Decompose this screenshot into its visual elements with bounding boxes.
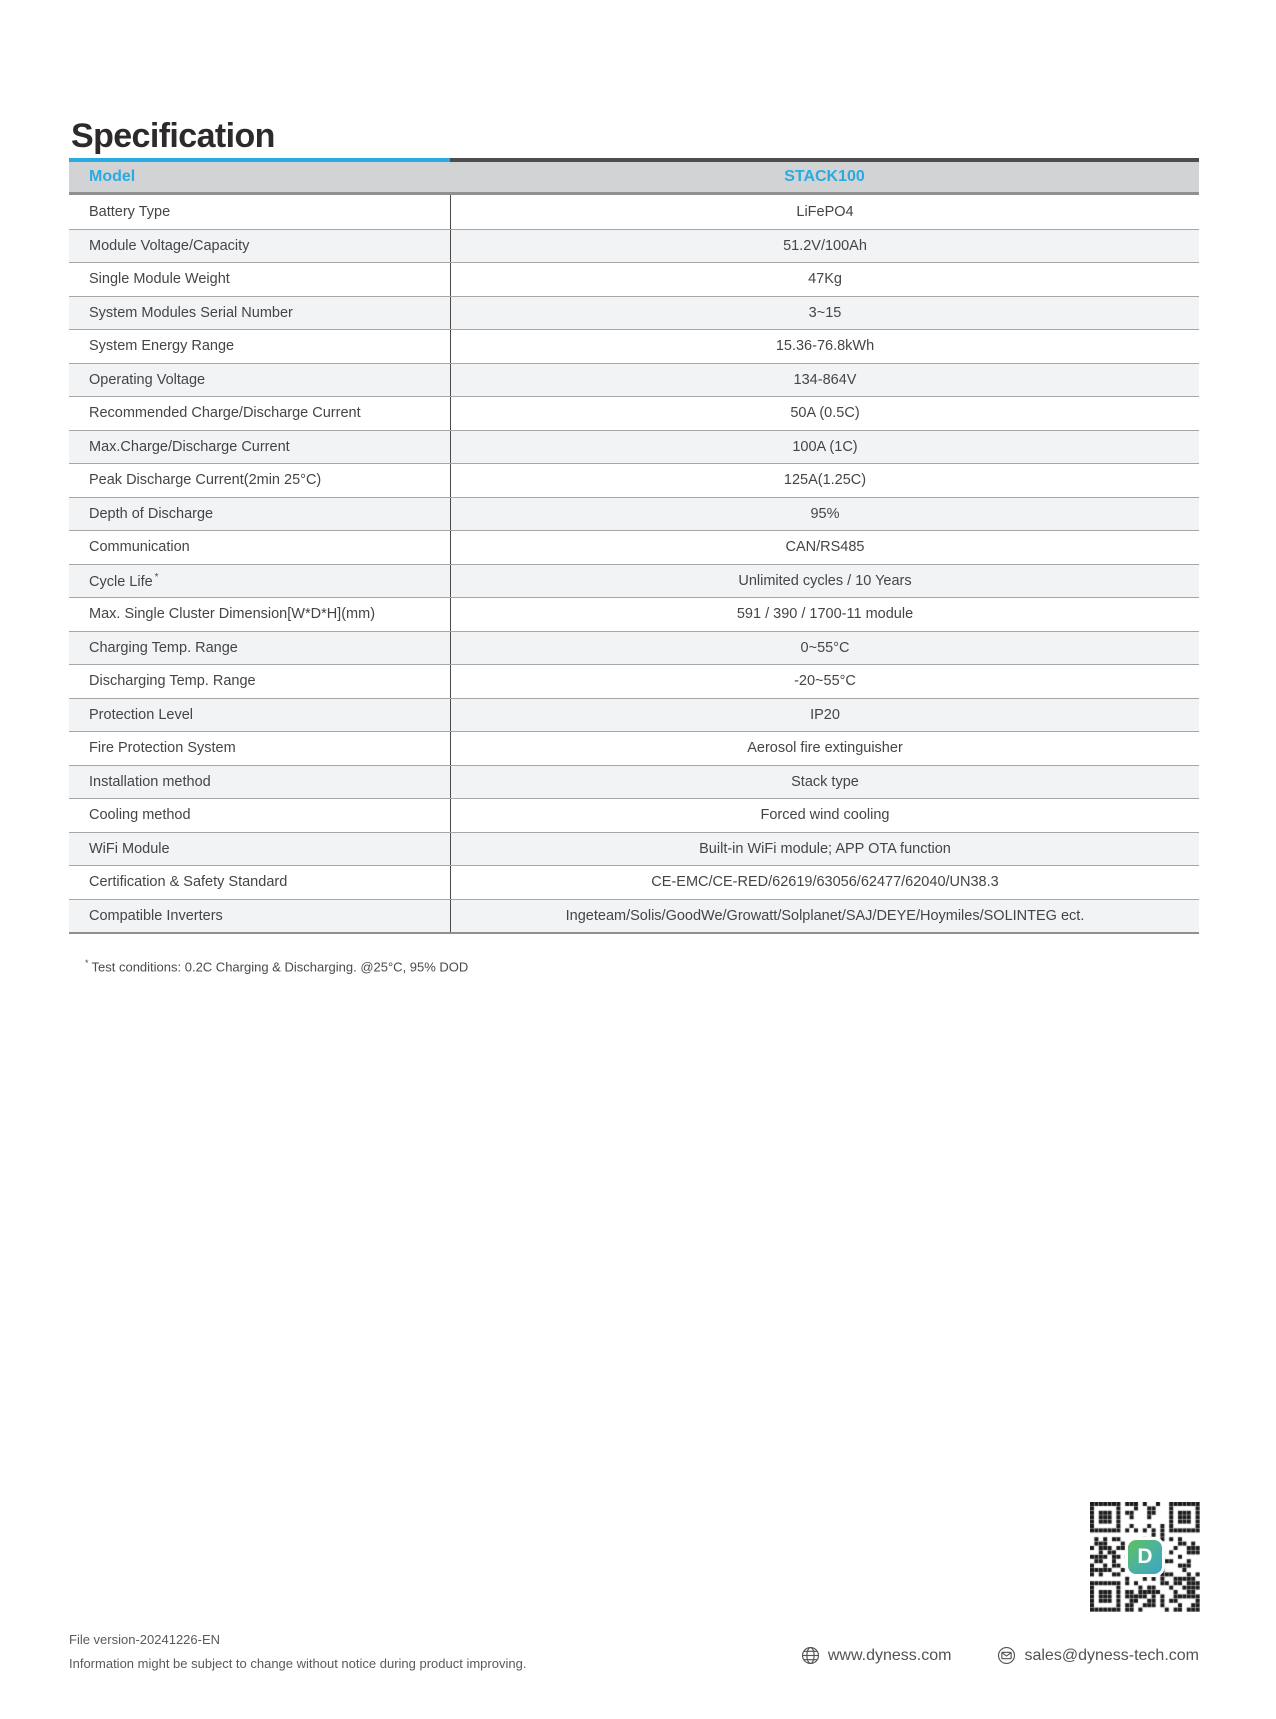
spec-value: CAN/RS485 [450,531,1199,564]
spec-value: Forced wind cooling [450,799,1199,832]
qr-code [1090,1502,1200,1612]
spec-label-text: Operating Voltage [89,371,206,388]
spec-value: 134-864V [450,364,1199,397]
spec-label-text: Recommended Charge/Discharge Current [89,405,361,422]
footer-right [801,1646,1199,1665]
table-top-border [69,158,1199,162]
table-row [69,430,1199,464]
spec-label-text: System Modules Serial Number [89,304,293,321]
spec-value: 125A(1.25C) [450,464,1199,497]
spec-label [69,472,450,488]
spec-label [69,439,450,455]
spec-value: 591 / 390 / 1700-11 module [450,598,1199,631]
table-row [69,664,1199,698]
spec-value: -20~55°C [450,665,1199,698]
spec-table-rows [69,195,1199,934]
spec-label-text: Module Voltage/Capacity [89,237,250,254]
spec-label [69,305,450,321]
spec-value: Built-in WiFi module; APP OTA function [450,833,1199,866]
table-header-row [69,162,1199,195]
table-row [69,698,1199,732]
file-version: File version-20241226-EN [69,1632,221,1647]
spec-value: 95% [450,498,1199,531]
spec-value: 0~55°C [450,632,1199,665]
spec-value: IP20 [450,699,1199,732]
spec-value: 47Kg [450,263,1199,296]
website-label: www.dyness.com [827,1646,952,1664]
spec-value: 15.36-76.8kWh [450,330,1199,363]
table-row [69,865,1199,899]
spec-label [69,707,450,723]
footnote-marker: * [85,958,89,968]
spec-value: CE-EMC/CE-RED/62619/63056/62477/62040/UN38.3 [450,866,1199,899]
spec-value: Ingeteam/Solis/GoodWe/Growatt/Solplanet/SAJ/DEYE/Hoymiles/SOLINTEG ect. [450,900,1199,933]
email-label: sales@dyness-tech.com [1024,1646,1199,1664]
footnote-text: Test conditions: 0.2C Charging & Discharging. @25°C, 95% DOD [91,959,469,975]
spec-label [69,908,450,924]
spec-label-text: Installation method [89,773,211,790]
table-row [69,497,1199,531]
spec-label-text: Discharging Temp. Range [89,673,256,690]
spec-label-text: Charging Temp. Range [89,639,238,656]
table-row [69,631,1199,665]
table-header-model-value: STACK100 [784,168,865,185]
disclaimer: Information might be subject to change without notice during product improving. [69,1656,527,1671]
table-row [69,396,1199,430]
spec-label-text: Fire Protection System [89,740,236,757]
mail-icon [997,1646,1016,1665]
spec-label-text: WiFi Module [89,840,170,857]
spec-label-text: Peak Discharge Current(2min 25°C) [89,472,322,489]
spec-label [69,640,450,656]
table-header-model-label: Model [89,168,136,185]
top-border-dark-segment [450,158,1199,162]
table-row [69,597,1199,631]
page-title: Specification [71,116,275,155]
spec-label [69,874,450,890]
spec-label [69,372,450,388]
footer-left [69,1633,526,1681]
table-row [69,262,1199,296]
spec-label-text: Compatible Inverters [89,907,223,924]
spec-label-text: Communication [89,539,190,556]
spec-label-text: Battery Type [89,203,171,220]
spec-label [69,405,450,421]
table-row [69,296,1199,330]
spec-label [69,740,450,756]
spec-label-sup: * [154,571,159,583]
spec-label [69,539,450,555]
spec-label [69,774,450,790]
spec-value: 100A (1C) [450,431,1199,464]
spec-label-text: Certification & Safety Standard [89,874,288,891]
spec-value: Aerosol fire extinguisher [450,732,1199,765]
table-row [69,195,1199,229]
spec-value: 3~15 [450,297,1199,330]
table-row [69,463,1199,497]
spec-label [69,204,450,220]
spec-label-text: System Energy Range [89,338,235,355]
spec-label-text: Depth of Discharge [89,505,214,522]
footnote [85,958,468,974]
table-row [69,530,1199,564]
spec-label [69,673,450,689]
spec-value: Stack type [450,766,1199,799]
table-row [69,798,1199,832]
globe-icon [801,1646,820,1665]
spec-label [69,807,450,823]
spec-value: 51.2V/100Ah [450,230,1199,263]
spec-label-text: Cycle Life [89,573,153,590]
spec-value: Unlimited cycles / 10 Years [450,565,1199,598]
table-row [69,731,1199,765]
spec-label [69,572,450,590]
spec-label-text: Single Module Weight [89,271,230,288]
table-row [69,765,1199,799]
spec-value: 50A (0.5C) [450,397,1199,430]
spec-label-text: Max. Single Cluster Dimension[W*D*H](mm) [89,606,376,623]
spec-label-text: Protection Level [89,706,193,723]
spec-value: LiFePO4 [450,195,1199,229]
spec-label-text: Max.Charge/Discharge Current [89,438,290,455]
spec-label [69,506,450,522]
spec-label [69,606,450,622]
spec-label [69,338,450,354]
table-row [69,329,1199,363]
table-row [69,363,1199,397]
dyness-logo: D [1128,1540,1162,1574]
email-link[interactable] [997,1646,1199,1665]
table-row [69,229,1199,263]
spec-label-text: Cooling method [89,807,191,824]
table-row [69,564,1199,598]
top-border-accent-segment [69,158,450,162]
spec-label [69,271,450,287]
table-row [69,899,1199,933]
spec-label [69,841,450,857]
website-link[interactable] [801,1646,952,1665]
specification-table [69,158,1199,934]
table-row [69,832,1199,866]
spec-label [69,238,450,254]
